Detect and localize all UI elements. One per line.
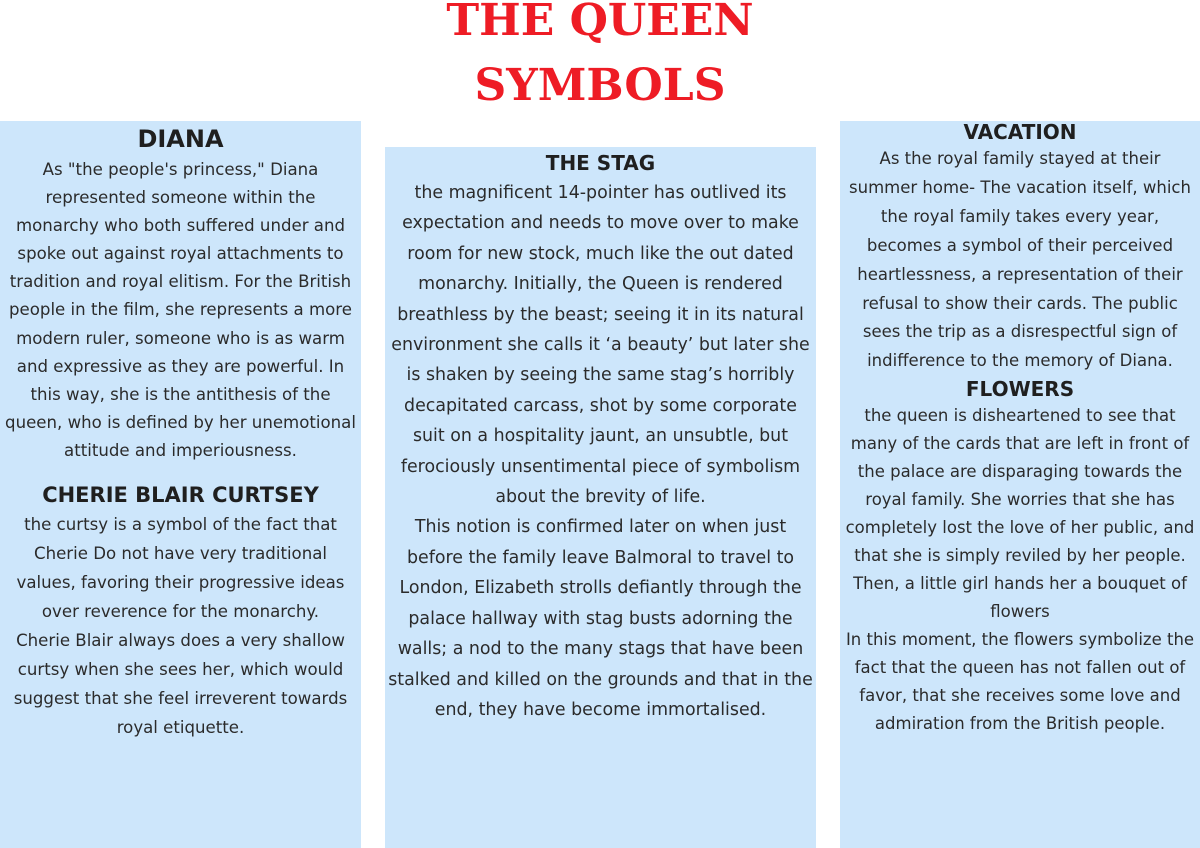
right-panel [840,121,1200,848]
stag-heading: THE STAG [545,151,656,175]
vacation-heading: VACATION [963,121,1077,144]
stag-paragraph-2: This notion is confirmed later on when just before the family leave Balmoral to travel to London, Elizabeth strolls defiantly through the palace hallway with stag busts adorning the walls; a nod to the many stags that have been stalked and killed on the grounds and that in the end, they have become immortalised. [388,517,813,720]
flowers-paragraph-2: In this moment, the flowers symbolize the fact that the queen has not fallen out of favor, that she receives some love and admiration from the British people. [845,630,1195,734]
page-title-line-1: THE QUEEN [446,0,754,46]
cherie-text [0,510,361,742]
left-panel [0,121,361,848]
stag-text [385,178,816,725]
cherie-paragraph-2: Cherie Blair always does a very shallow curtsy when she sees her, which would suggest that she feel irreverent towards royal etiquette. [13,631,348,738]
flowers-heading: FLOWERS [965,377,1075,402]
page-title-line-2: SYMBOLS [474,60,726,111]
stag-paragraph-1: the magnificent 14-pointer has outlived its expectation and needs to move over to make room for new stock, much like the out dated monarchy. Initially, the Queen is rendered breathless by the beast; seeing it in its natural environment she calls it ‘a beauty’ but later she is shaken by seeing the same stag’s horribly decapitated carcass, shot by some corporate suit on a hospitality jaunt, an unsubtle, but ferociously unsentimental piece of symbolism about the brevity of life. [391,183,810,508]
diana-heading: DIANA [137,125,224,153]
cherie-heading: CHERIE BLAIR CURTSEY [42,483,319,508]
vacation-text [840,145,1200,376]
diana-text [0,156,361,465]
flowers-paragraph-1: the queen is disheartened to see that many of the cards that are left in front of the palace are disparaging towards the royal family. She worries that she has completely lost the love of her public, and that she is simply reviled by her people. Then, a little girl hands her a bouquet of flowers [845,406,1195,622]
vacation-paragraph: As the royal family stayed at their summer home- The vacation itself, which the royal family takes every year, becomes a symbol of their perceived heartlessness, a representation of their refusal to show their cards. The public sees the trip as a disrespectful sign of indifference to the memory of Diana. [849,149,1191,371]
cherie-paragraph-1: the curtsy is a symbol of the fact that Cherie Do not have very traditional values, favoring their progressive ideas over reverence for the monarchy. [16,515,345,622]
flowers-text [840,402,1200,738]
diana-paragraph: As "the people's princess," Diana represented someone within the monarchy who both suffered under and spoke out against royal attachments to tradition and royal elitism. For the British people in the film, she represents a more modern ruler, someone who is as warm and expressive as they are powerful. In this way, she is the antithesis of the queen, who is defined by her unemotional attitude and imperiousness. [5,160,356,460]
center-panel [385,147,816,848]
